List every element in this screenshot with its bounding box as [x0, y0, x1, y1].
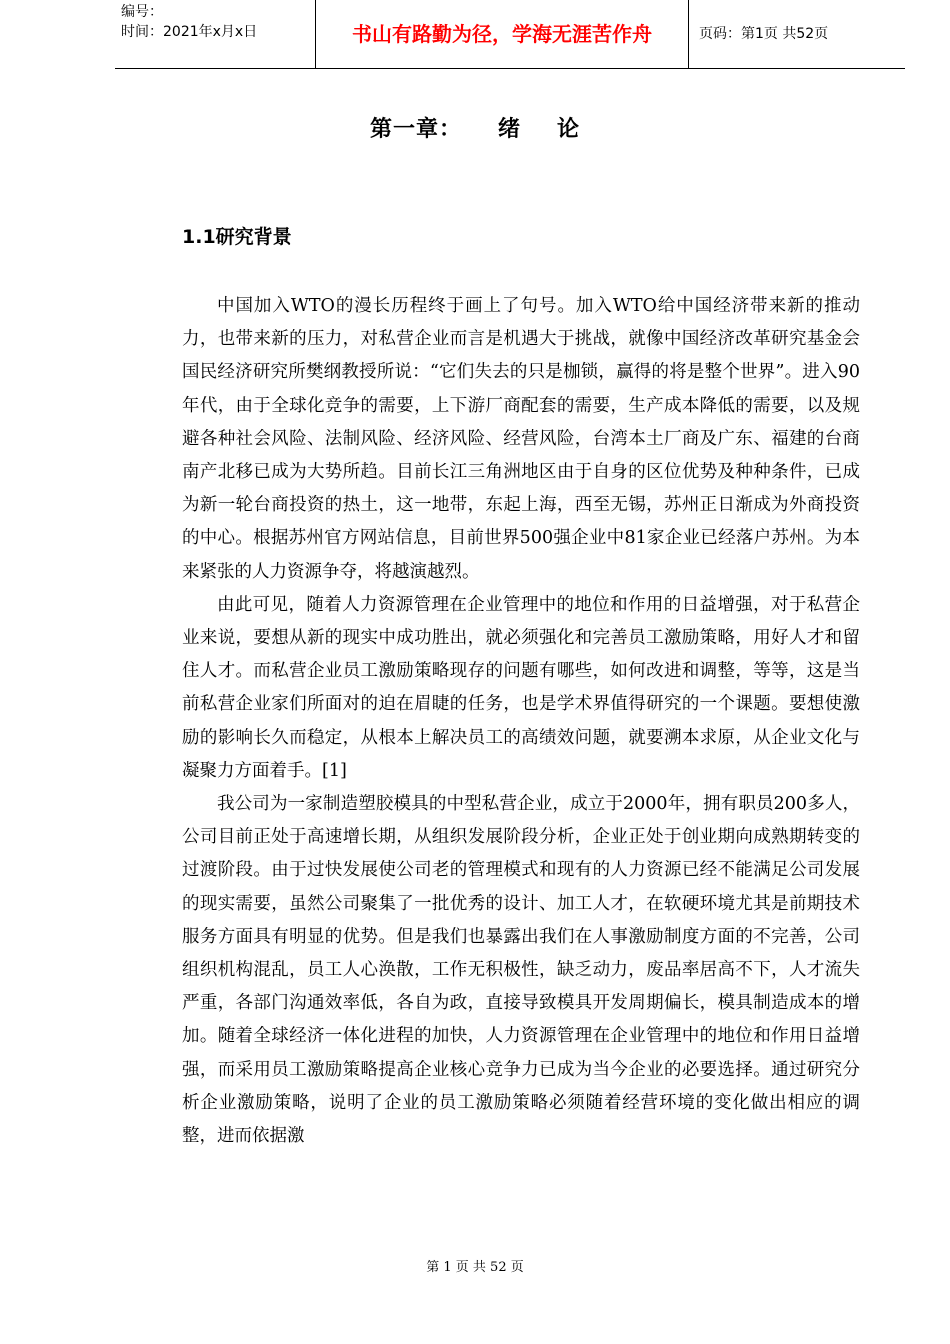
page-header — [115, 0, 905, 69]
header-motto: 书山有路勤为径，学海无涯苦作舟 — [315, 0, 689, 68]
header-page-info: 页码：第1页 共52页 — [699, 26, 829, 42]
doc-number-label: 编号： — [121, 4, 163, 20]
page-footer: 第 1 页 共 52 页 — [426, 1260, 524, 1275]
chapter-prefix: 第一章： — [369, 117, 462, 142]
section-title: 1.1研究背景 — [182, 226, 292, 248]
paragraph-1: 中国加入WTO的漫长历程终于画上了句号。加入WTO给中国经济带来新的推动力，也带来新的压力，对私营企业而言是机遇大于挑战，就像中国经济改革研究基金会国民经济研究所樊纲教授所说：“它们失去的只是枷锁，赢得的将是整个世界”。进入90年代，由于全球化竞争的需要，上下游厂商配套的需要，生产成本降低的需要，以及规避各种社会风险、法制风险、经济风险、经营风险，台湾本土厂商及广东、福建的台商南产北移已成为大势所趋。目前长江三角洲地区由于自身的区位优势及种种条件，已成为新一轮台商投资的热土，这一地带，东起上海，西至无锡，苏州正日渐成为外商投资的中心。根据苏州官方网站信息，目前世界500强企业中81家企业已经落户苏州。为本来紧张的人力资源争夺，将越演越烈。 — [182, 296, 860, 582]
chapter-word-2: 论 — [557, 117, 581, 142]
paragraph-2: 由此可见，随着人力资源管理在企业管理中的地位和作用的日益增强，对于私营企业来说，要想从新的现实中成功胜出，就必须强化和完善员工激励策略，用好人才和留住人才。而私营企业员工激励策略现存的问题有哪些，如何改进和调整，等等，这是当前私营企业家们所面对的迫在眉睫的任务，也是学术界值得研究的一个课题。要想使激励的影响长久而稳定，从根本上解决员工的高绩效问题，就要溯本求原，从企业文化与凝聚力方面着手。[1] — [182, 594, 860, 781]
chapter-title — [0, 112, 950, 143]
paragraph-3: 我公司为一家制造塑胶模具的中型私营企业，成立于2000年，拥有职员200多人， 公司目前正处于高速增长期，从组织发展阶段分析，企业正处于创业期向成熟期转变的过渡阶段。由于过快发展使公司老的管理模式和现有的人力资源已经不能满足公司发展的现实需要，虽然公司聚集了一批优秀的设计、加工人才，在软硬环境尤其是前期技术服务方面具有明显的优势。但是我们也暴露出我们在人事激励制度方面的不完善，公司组织机构混乱，员工人心涣散，工作无积极性，缺乏动力，废品率居高不下，人才流失严重，各部门沟通效率低，各自为政，直接导致模具开发周期偏长，模具制造成本的增加。随着全球经济一体化进程的加快，人力资源管理在企业管理中的地位和作用日益增强，而采用员工激励策略提高企业核心竞争力已成为当今企业的必要选择。通过研究分析企业激励策略，说明了企业的员工激励策略必须随着经营环境的变化做出相应的调整，进而依据激 — [182, 794, 860, 1147]
header-meta — [115, 0, 315, 68]
date-label: 时间：2021年x月x日 — [121, 24, 258, 40]
chapter-word-1: 绪 — [497, 117, 521, 142]
body-text — [182, 290, 860, 1153]
